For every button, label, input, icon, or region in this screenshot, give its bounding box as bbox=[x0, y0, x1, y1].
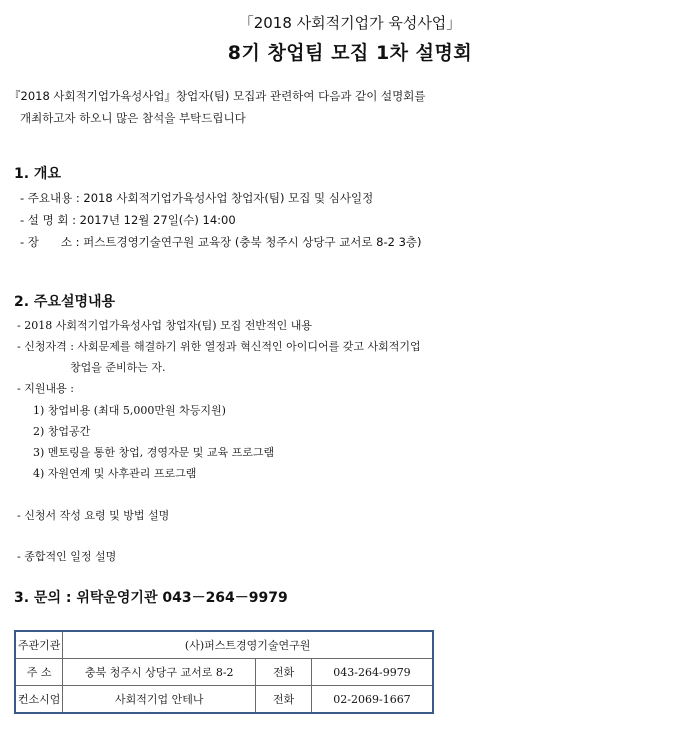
intro-line-1: 『2018 사회적기업가육성사업』창업자(팀) 모집과 관련하여 다음과 같이 설명회를 bbox=[9, 89, 426, 103]
content-item: - 신청서 작성 요령 및 방법 설명 bbox=[17, 509, 170, 522]
event-subtitle: 「2018 사회적기업가 육성사업」 bbox=[238, 14, 462, 32]
content-item: - 지원내용 : bbox=[17, 382, 74, 395]
table-row bbox=[15, 686, 433, 714]
overview-item: - 장 소 : 퍼스트경영기술연구원 교육장 (충북 청주시 상당구 교서로 8-2 3층) bbox=[20, 235, 422, 249]
table-cell-label: 전화 bbox=[256, 659, 312, 686]
support-item: 4) 자원연계 및 사후관리 프로그램 bbox=[33, 467, 197, 480]
page-title: 8기 창업팀 모집 1차 설명회 bbox=[227, 42, 473, 64]
intro-line-2: 개최하고자 하오니 많은 참석을 부탁드립니다 bbox=[20, 111, 246, 125]
table-cell-value: 충북 청주시 상당구 교서로 8-2 bbox=[63, 659, 256, 686]
content-item: - 종합적인 일정 설명 bbox=[17, 550, 117, 563]
table-row bbox=[15, 631, 433, 659]
table-row bbox=[15, 659, 433, 686]
support-item: 3) 멘토링을 통한 창업, 경영자문 및 교육 프로그램 bbox=[33, 446, 275, 459]
content-item: - 신청자격 : 사회문제를 해결하기 위한 열정과 혁신적인 아이디어를 갖고 사회적기업 bbox=[17, 340, 421, 353]
content-item: - 2018 사회적기업가육성사업 창업자(팀) 모집 전반적인 내용 bbox=[17, 319, 313, 332]
table-cell-label: 컨소시엄 bbox=[15, 686, 63, 714]
table-cell-value: 043-264-9979 bbox=[311, 659, 433, 686]
section-3-heading: 3. 문의 : 위탁운영기관 043－264－9979 bbox=[14, 590, 288, 606]
content-item: 창업을 준비하는 자. bbox=[70, 361, 166, 374]
support-item: 2) 창업공간 bbox=[33, 425, 91, 438]
table-cell-label: 전화 bbox=[256, 686, 312, 714]
table-cell-label: 주 소 bbox=[15, 659, 63, 686]
overview-item: - 주요내용 : 2018 사회적기업가육성사업 창업자(팀) 모집 및 심사일정 bbox=[20, 191, 374, 205]
section-2-heading: 2. 주요설명내용 bbox=[14, 294, 116, 310]
overview-item: - 설 명 회 : 2017년 12월 27일(수) 14:00 bbox=[20, 213, 236, 227]
table-cell-value: 02-2069-1667 bbox=[311, 686, 433, 714]
table-cell-label: 주관기관 bbox=[15, 631, 63, 659]
table-cell-value: (사)퍼스트경영기술연구원 bbox=[63, 631, 433, 659]
table-cell-value: 사회적기업 안테나 bbox=[63, 686, 256, 714]
contact-table bbox=[14, 630, 434, 714]
section-1-heading: 1. 개요 bbox=[14, 166, 61, 182]
support-item: 1) 창업비용 (최대 5,000만원 차등지원) bbox=[33, 404, 226, 417]
